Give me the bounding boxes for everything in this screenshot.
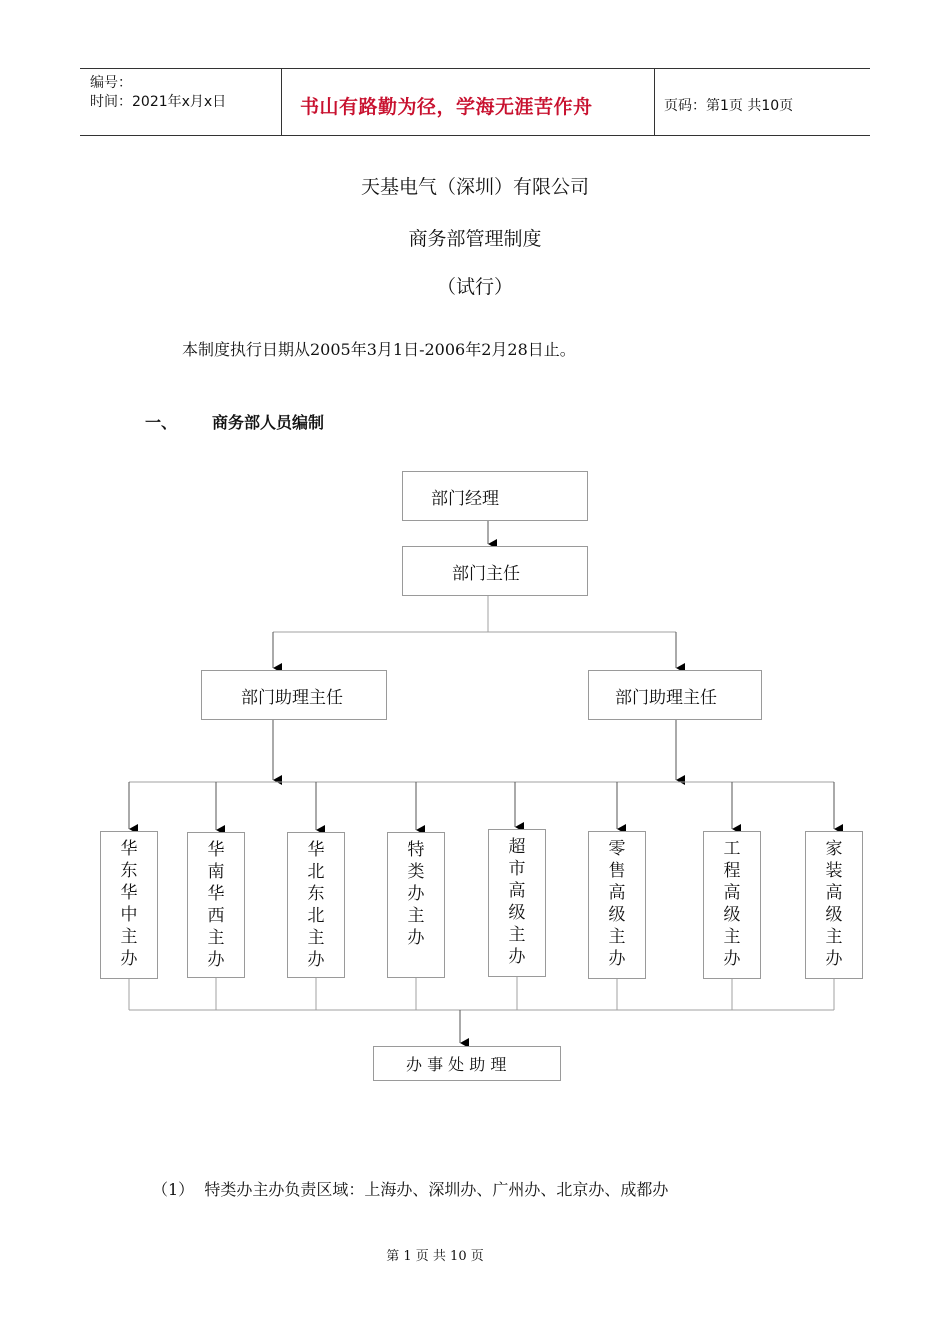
org-box-east-central	[100, 831, 158, 979]
org-box-assistant-right	[588, 670, 762, 720]
org-box-manager	[402, 471, 588, 521]
header-motto: 书山有路勤为径，学海无涯苦作舟	[300, 96, 593, 118]
char: 主	[120, 927, 138, 947]
org-label-assistant-right: 部门助理主任	[615, 687, 717, 708]
char: 高	[825, 883, 843, 903]
org-label-manager: 部门经理	[431, 488, 499, 509]
char: 办	[207, 950, 225, 970]
section-number: 一、	[145, 413, 178, 432]
org-box-assistant-left	[201, 670, 387, 720]
org-box-supermarket	[488, 829, 546, 977]
char: 主	[608, 927, 626, 947]
char: 办	[407, 928, 425, 948]
char: 中	[120, 905, 138, 925]
document-subtitle: （试行）	[436, 276, 513, 298]
document-title: 商务部管理制度	[408, 228, 542, 250]
char: 华	[120, 883, 138, 903]
char: 主	[307, 928, 325, 948]
char: 华	[207, 840, 225, 860]
org-label-office-assistant: 办 事 处 助 理	[406, 1055, 507, 1074]
company-name: 天基电气（深圳）有限公司	[360, 176, 589, 198]
org-box-office-assistant	[373, 1046, 561, 1081]
char: 华	[207, 884, 225, 904]
char: 零	[608, 839, 626, 859]
char: 华	[307, 840, 325, 860]
char: 南	[207, 862, 225, 882]
footer-page-number: 第 1 页 共 10 页	[386, 1249, 484, 1264]
char: 华	[120, 839, 138, 859]
char: 西	[207, 906, 225, 926]
char: 东	[120, 861, 138, 881]
char: 主	[723, 927, 741, 947]
org-box-north-northeast	[287, 832, 345, 978]
char: 东	[307, 884, 325, 904]
char: 办	[120, 949, 138, 969]
char: 北	[307, 906, 325, 926]
char: 市	[508, 859, 526, 879]
char: 高	[608, 883, 626, 903]
org-box-director	[402, 546, 588, 596]
header-page-info: 页码：第1页 共10页	[664, 98, 794, 114]
char: 高	[723, 883, 741, 903]
org-box-engineering	[703, 831, 761, 979]
char: 主	[407, 906, 425, 926]
char: 级	[723, 905, 741, 925]
char: 级	[825, 905, 843, 925]
char: 主	[825, 927, 843, 947]
char: 办	[307, 950, 325, 970]
char: 办	[608, 949, 626, 969]
char: 售	[608, 861, 626, 881]
char: 超	[508, 837, 526, 857]
org-box-home-decor	[805, 831, 863, 979]
char: 家	[825, 839, 843, 859]
char: 工	[723, 839, 741, 859]
char: 办	[407, 884, 425, 904]
char: 类	[407, 862, 425, 882]
org-label-assistant-left: 部门助理主任	[241, 687, 343, 708]
char: 特	[407, 840, 425, 860]
char: 办	[508, 947, 526, 967]
char: 级	[608, 905, 626, 925]
char: 主	[207, 928, 225, 948]
char: 装	[825, 861, 843, 881]
char: 高	[508, 881, 526, 901]
header-time: 时间：2021年x月x日	[90, 94, 227, 110]
char: 程	[723, 861, 741, 881]
note-special-office-regions: （1） 特类办主办负责区域：上海办、深圳办、广州办、北京办、成都办	[152, 1180, 669, 1199]
header-number-label: 编号：	[90, 75, 132, 91]
effective-date-text: 本制度执行日期从2005年3月1日-2006年2月28日止。	[182, 340, 576, 359]
char: 办	[825, 949, 843, 969]
char: 主	[508, 925, 526, 945]
section-title: 商务部人员编制	[212, 413, 325, 432]
char: 北	[307, 862, 325, 882]
org-label-director: 部门主任	[452, 563, 520, 584]
char: 级	[508, 903, 526, 923]
org-box-retail	[588, 831, 646, 979]
char: 办	[723, 949, 741, 969]
org-box-special	[387, 832, 445, 978]
org-box-south-west	[187, 832, 245, 978]
